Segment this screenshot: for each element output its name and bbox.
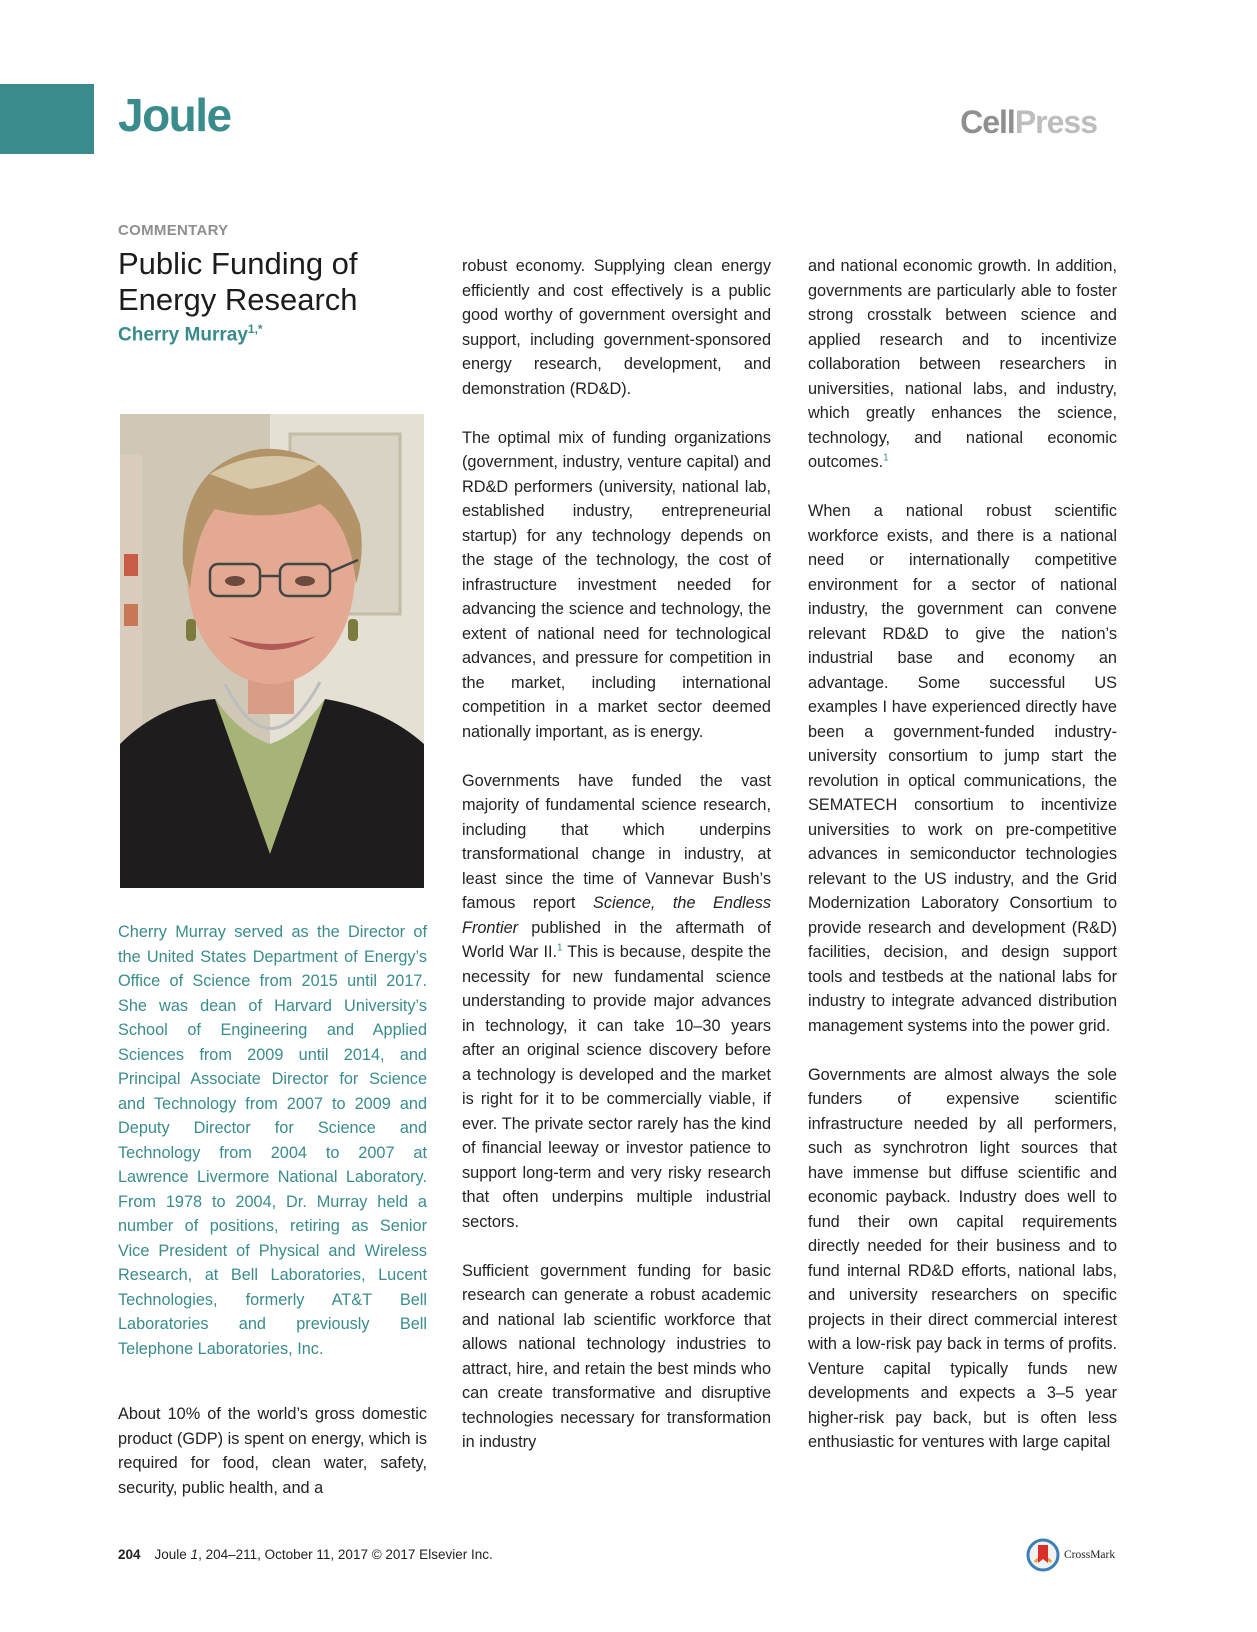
body-column-1 [118, 1402, 427, 1525]
journal-color-bar [0, 84, 94, 154]
paragraph-funding-mix: The optimal mix of funding organizations (government, industry, venture capital) and RD&D performers (university, national lab, established industry, entrepreneurial startup) for any technology depends on the stage of the technology, the cost of infrastructure investment needed for advancing the science and technology, the extent of national need for technological advances, and pressure for competition in the market, including international competition in a market sector deemed nationally important, as is energy. [462, 428, 771, 741]
crossmark-badge[interactable] [1026, 1538, 1115, 1572]
reference-link[interactable]: 1 [557, 942, 563, 954]
paragraph-gdp-energy: About 10% of the world’s gross domestic product (GDP) is spent on energy, which is required for food, clean water, safety, security, public health, and a [118, 1405, 427, 1497]
article-title: Public Funding of Energy Research [118, 246, 358, 317]
body-column-2 [462, 254, 771, 1479]
crossmark-label[interactable]: CrossMark [1064, 1549, 1116, 1561]
citation-text: Joule [154, 1547, 191, 1562]
author-portrait-icon [120, 414, 424, 888]
author-affiliation-sup[interactable]: 1,* [247, 322, 263, 336]
cited-report-title: Science, the Endless Frontier [462, 894, 771, 937]
paragraph-infrastructure: Governments are almost always the sole funders of expensive scientific infrastructure needed by all performers, such as synchrotron light sources that have immense but diffuse scientific and economic payback. Industry does well to fund their own capital requirements directly needed for their business and to fund internal RD&D efforts, national labs, and university researchers on specific projects in their direct commercial interest with a low-risk pay back in terms of profits. Venture capital typically funds new developments and expects a 3–5 year higher-risk pay back, but is often less enthusiastic for ventures with large capital [808, 1065, 1117, 1451]
author-bio: Cherry Murray served as the Director of the United States Department of Energy’s Office of Science from 2015 until 2017. She was dean of Harvard University’s School of Engineering and Applied Sciences from 2009 until 2014, and Principal Associate Director for Science and Technology from 2007 to 2009 and Deputy Director for Science and Technology from 2004 to 2007 at Lawrence Livermore National Laboratory. From 1978 to 2004, Dr. Murray held a number of positions, retiring as Senior Vice President of Physical and Wireless Research, at Bell Laboratories, Lucent Technologies, formerly AT&T Bell Laboratories and previously Bell Telephone Laboratories, Inc. [118, 923, 427, 1358]
paragraph-workforce: Sufficient government funding for basic research can generate a robust academic and national lab scientific workforce that allows national technology industries to attract, hire, and retain the best minds who can create transformative and disruptive technologies necessary for transformation in industry [462, 1261, 771, 1451]
citation-volume: 1 [190, 1547, 199, 1562]
paragraph-gdp-energy-cont: robust economy. Supplying clean energy efficiently and cost effectively is a public good worthy of government oversight and support, including government-sponsored energy research, development, and demonstration (RD&D). [462, 257, 771, 398]
publisher-logo-light: Press [1014, 104, 1097, 140]
paragraph-us-examples: When a national robust scientific workforce exists, and there is a national need or internationally competitive environment for a sector of national industry, the government can convene relevant RD&D to give the nation’s industrial base and economy an advantage. Some successful US examples I have experienced directly have been a government-funded industry-university consortium to jump start the revolution in optical communications, the SEMATECH consortium to incentivize universities to work on pre-competitive advances in semiconductor technologies relevant to the US industry, and the Grid Modernization Laboratory Consortium to provide research and development (R&D) facilities, decision, and design support tools and testbeds at the national labs for industry to integrate advanced distribution management systems into the power grid. [808, 502, 1117, 1035]
reference-link[interactable]: 1 [883, 452, 889, 464]
paragraph-workforce-cont: and national economic growth. In addition, governments are particularly able to foster strong crosstalk between science and applied research and to incentivize collaboration between researchers in universities, national labs, and industry, which greatly enhances the science, technology, and national economic outcomes.$^1$ [808, 257, 1117, 471]
author-name-text[interactable]: Cherry Murray [118, 324, 248, 346]
body-column-3 [808, 254, 1117, 1479]
publisher-logo-bold: Cell [960, 104, 1015, 140]
section-label: COMMENTARY [118, 222, 229, 239]
journal-logo: Joule [118, 89, 231, 141]
author-name[interactable] [118, 322, 263, 346]
crossmark-icon [1026, 1538, 1060, 1572]
paragraph-fundamental-research: Governments have funded the vast majority of fundamental science research, including that which underpins transformational change in industry, at least since the time of Vannevar Bush’s famous report Science, the Endless Frontier published in the aftermath of World War II.$^1$ This is because, despite the necessity for new fundamental science understanding to provide major advances in technology, it can take 10–30 years after an original science discovery before a technology is developed and the market is right for it to be commercially viable, if ever. The private sector rarely has the kind of financial leeway or investor patience to support long-term and very risky research that often underpins multiple industrial sectors. [462, 771, 772, 1231]
publisher-logo [960, 104, 1097, 141]
page-footer [118, 1547, 493, 1562]
citation-details: , 204–211, October 11, 2017 © 2017 Elsevier Inc. [198, 1547, 493, 1562]
page-number: 204 [118, 1547, 141, 1562]
author-photo [120, 414, 424, 888]
